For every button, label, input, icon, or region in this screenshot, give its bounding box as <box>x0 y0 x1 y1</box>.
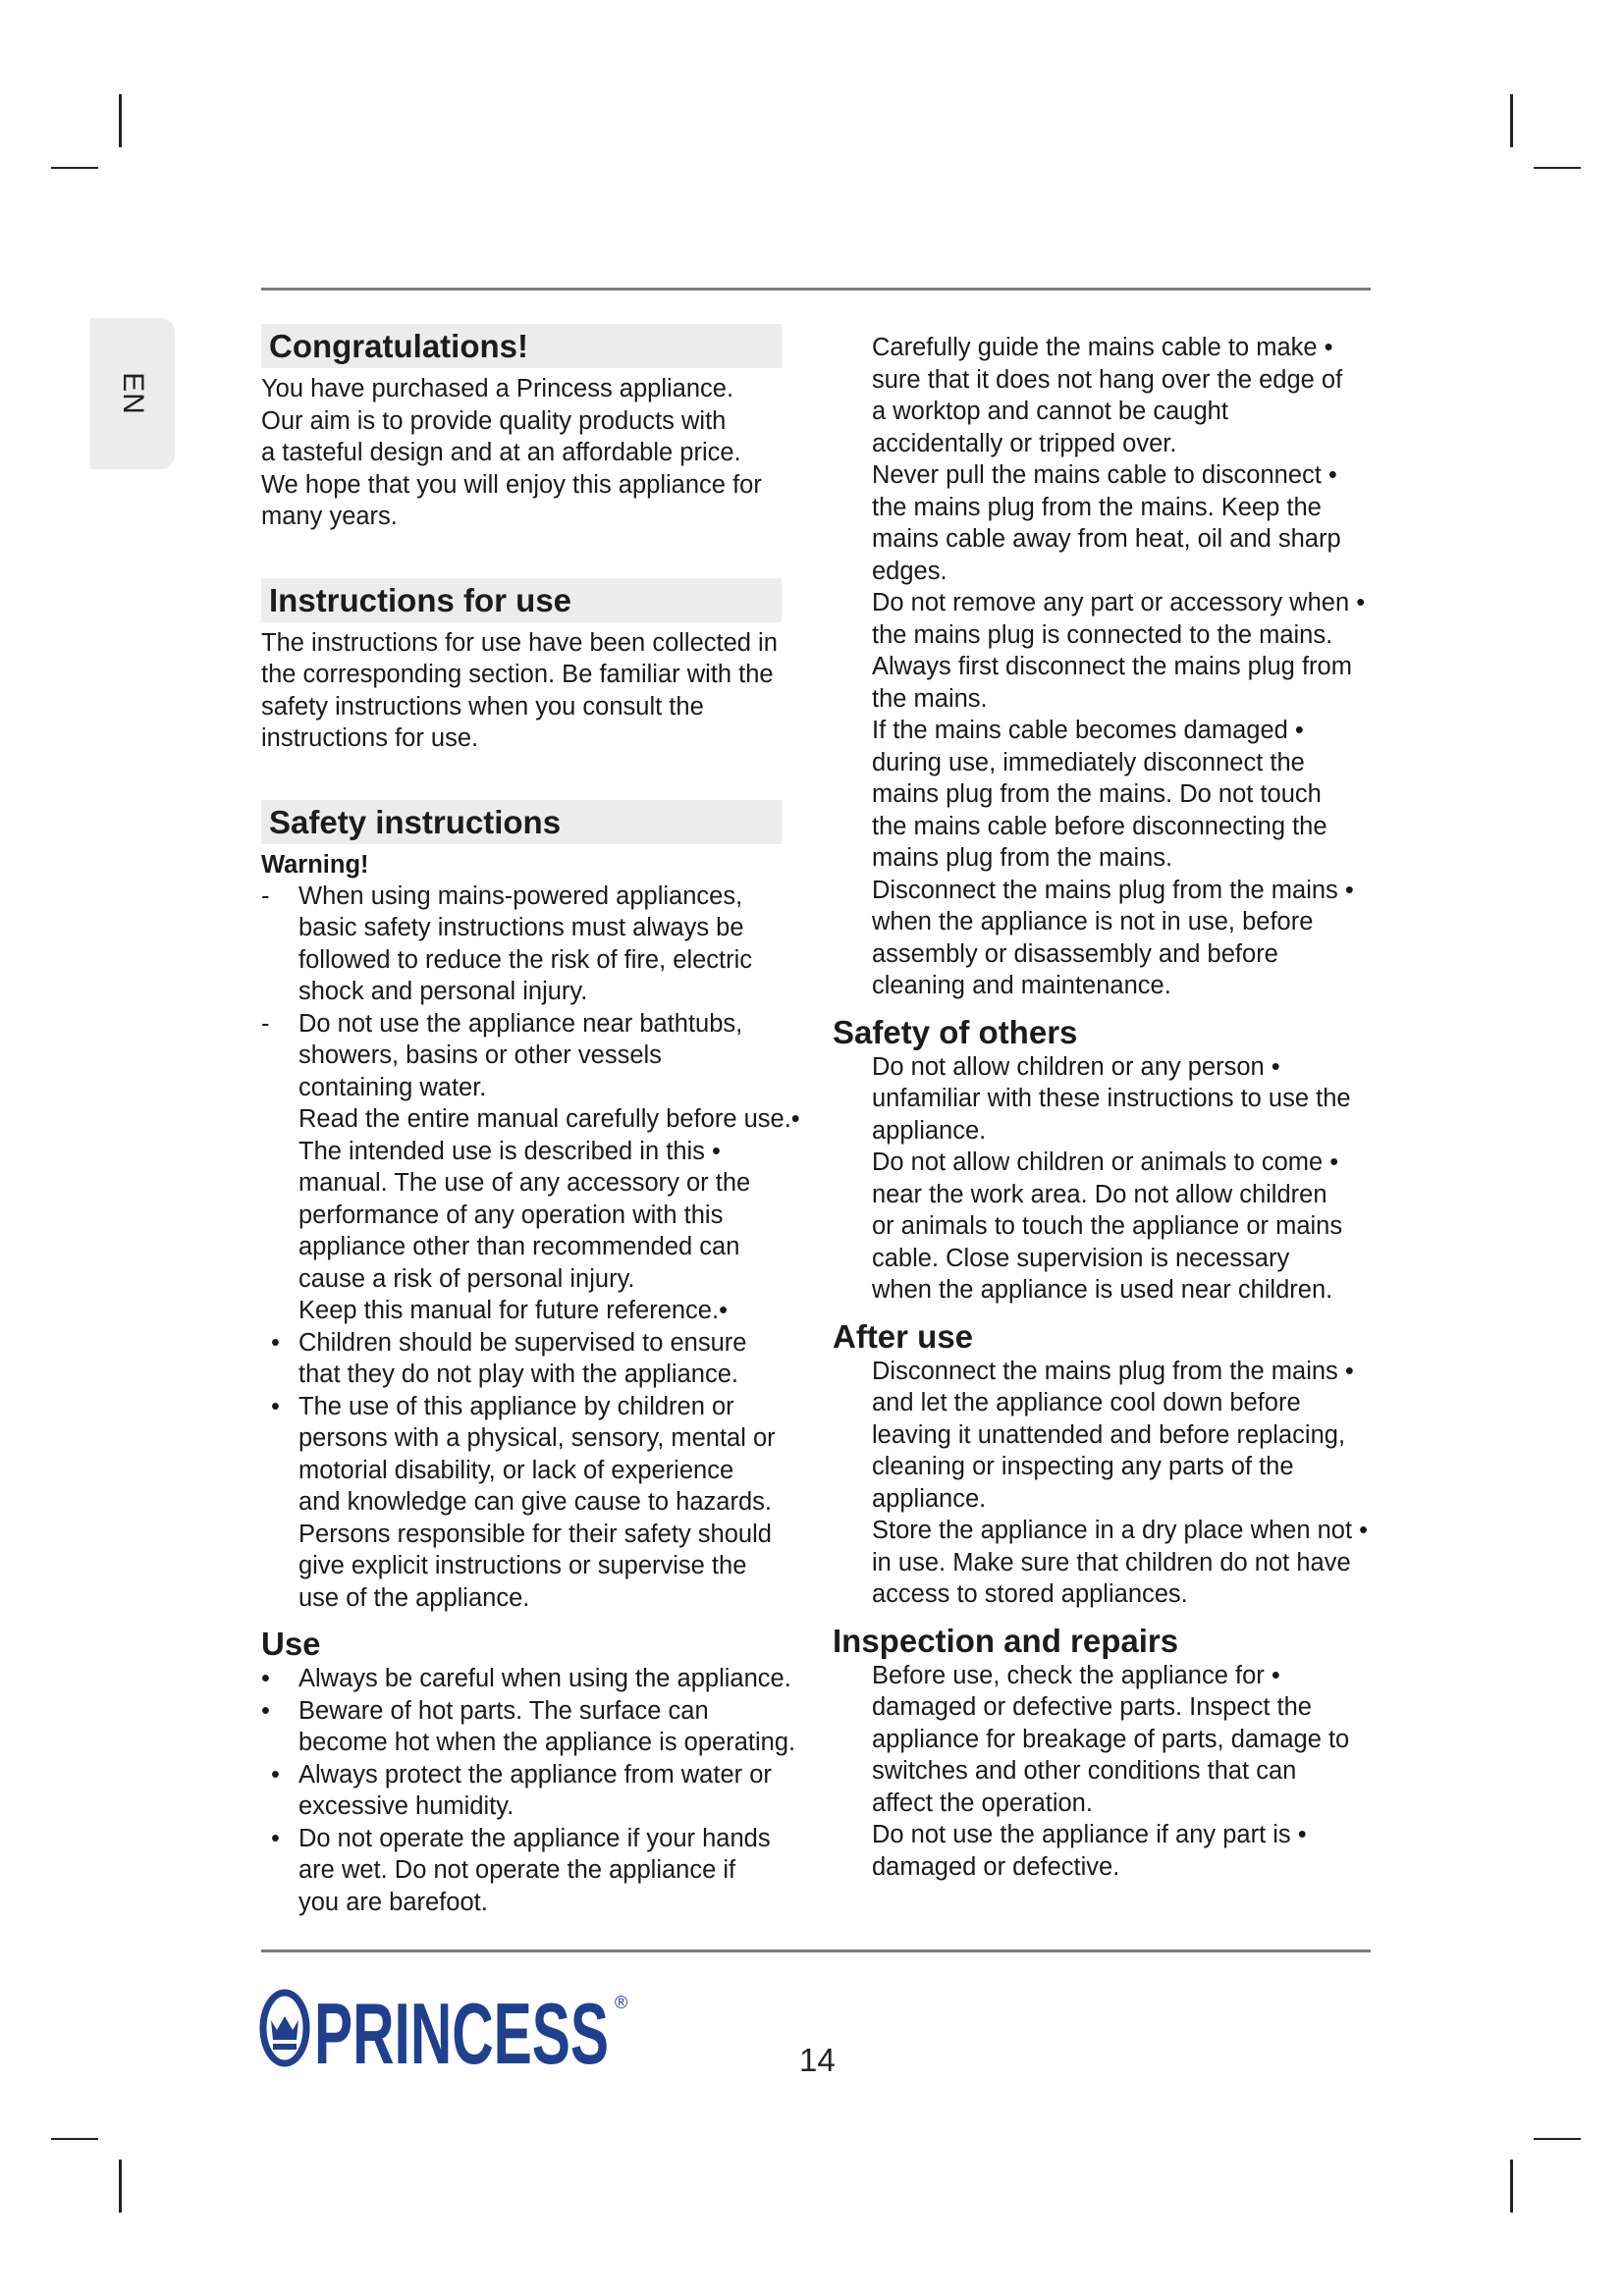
list-item <box>833 332 1392 459</box>
list-item <box>261 1759 811 1823</box>
text-line: accidentally or tripped over. <box>872 429 1177 457</box>
list-item <box>833 1660 1392 1820</box>
list-item <box>261 881 811 1008</box>
text-line: the mains plug from the mains. Keep the <box>872 493 1322 521</box>
crop-mark <box>51 167 98 169</box>
dash-marker: - <box>261 1009 270 1038</box>
text-line: mains plug from the mains. Do not touch <box>872 780 1322 808</box>
bullet-marker: • <box>271 1760 280 1789</box>
list-item <box>833 1051 1392 1148</box>
text-line: Store the appliance in a dry place when not • <box>872 1517 1369 1544</box>
text-line: Disconnect the mains plug from the mains • <box>872 1357 1354 1385</box>
page-number: 14 <box>799 2042 836 2078</box>
text-line: cause a risk of personal injury. <box>298 1264 635 1293</box>
text-line: leaving it unattended and before replacing, <box>872 1420 1346 1449</box>
text-line: Before use, check the appliance for • <box>872 1661 1280 1689</box>
text-line: The use of this appliance by children or <box>298 1392 734 1420</box>
language-tab <box>90 318 175 469</box>
text-line: Always protect the appliance from water or <box>298 1760 772 1789</box>
bottom-rule <box>261 1949 1371 1952</box>
text-line: become hot when the appliance is operating. <box>298 1729 796 1756</box>
text-line: Disconnect the mains plug from the mains • <box>872 876 1354 904</box>
text-line: damaged or defective parts. Inspect the <box>872 1693 1312 1721</box>
bullet-marker: • <box>271 1824 280 1852</box>
text-line: If the mains cable becomes damaged • <box>872 717 1304 744</box>
text-line: assembly or disassembly and before <box>872 939 1278 968</box>
dash-marker: - <box>261 881 270 910</box>
text-line: instructions for use. <box>261 724 479 752</box>
text-line: appliance for breakage of parts, damage to <box>872 1725 1350 1753</box>
safety-list <box>261 881 811 1615</box>
crown-emblem-icon <box>263 1993 306 2063</box>
text-line: Children should be supervised to ensure <box>298 1328 747 1357</box>
text-line: you are barefoot. <box>298 1888 488 1916</box>
list-item <box>833 715 1392 875</box>
brand-name: PRINCESS <box>314 1985 609 2075</box>
list-item <box>833 1147 1392 1307</box>
text-line: the corresponding section. Be familiar with the <box>261 661 774 688</box>
crop-mark <box>119 2160 122 2213</box>
text-line: and knowledge can give cause to hazards. <box>298 1488 772 1516</box>
warning-label: Warning! <box>261 850 369 879</box>
text-line: unfamiliar with these instructions to use the <box>872 1085 1351 1112</box>
text-line: The instructions for use have been collected in <box>261 628 778 657</box>
text-line: edges. <box>872 557 947 585</box>
list-item <box>833 1356 1392 1516</box>
text-line: during use, immediately disconnect the <box>872 748 1305 776</box>
text-line: that they do not play with the appliance. <box>298 1361 738 1388</box>
text-line: a worktop and cannot be caught <box>872 398 1228 425</box>
list-item <box>261 1695 811 1759</box>
text-line: Do not allow children or any person • <box>872 1052 1280 1081</box>
text-line: persons with a physical, sensory, mental or <box>298 1424 776 1452</box>
registered-mark: ® <box>615 1993 628 2012</box>
safety-heading: Safety instructions <box>261 800 782 844</box>
text-line: affect the operation. <box>872 1789 1093 1817</box>
bullet-marker: • <box>261 1696 270 1725</box>
text-line: cleaning and maintenance. <box>872 972 1171 999</box>
princess-logo <box>257 1979 630 2075</box>
bullet-marker: • <box>261 1665 270 1692</box>
text-line: performance of any operation with this <box>298 1201 724 1229</box>
text-line: Beware of hot parts. The surface can <box>298 1696 709 1725</box>
text-line: shock and personal injury. <box>298 978 588 1005</box>
list-item <box>833 1515 1392 1611</box>
top-rule <box>261 288 1371 291</box>
congratulations-heading: Congratulations! <box>261 324 782 368</box>
text-line: motorial disability, or lack of experience <box>298 1456 734 1484</box>
list-item <box>833 1819 1392 1883</box>
text-line: safety instructions when you consult the <box>261 692 704 721</box>
list-item <box>833 459 1392 587</box>
text-line: give explicit instructions or supervise the <box>298 1552 747 1579</box>
list-item <box>261 1327 811 1391</box>
list-item <box>261 1008 811 1104</box>
crop-mark <box>119 94 122 147</box>
use-list <box>261 1663 811 1918</box>
list-item <box>261 1103 811 1136</box>
text-line: or animals to touch the appliance or mains <box>872 1212 1343 1240</box>
text-line: appliance. <box>872 1116 987 1145</box>
list-item <box>833 875 1392 1002</box>
text-line: a tasteful design and at an affordable price. <box>261 439 741 466</box>
list-item <box>261 1295 811 1327</box>
text-line: Carefully guide the mains cable to make • <box>872 334 1333 361</box>
congratulations-text <box>261 373 811 533</box>
list-item <box>261 1823 811 1919</box>
text-line: We hope that you will enjoy this appliance for <box>261 470 762 499</box>
crop-mark <box>1534 167 1581 169</box>
text-line: Read the entire manual carefully before use.• <box>298 1105 800 1133</box>
safety-of-others-heading: Safety of others <box>833 1013 1078 1050</box>
list-item <box>261 1136 811 1296</box>
text-line: cleaning or inspecting any parts of the <box>872 1453 1294 1480</box>
text-line: appliance. <box>872 1484 987 1513</box>
crop-mark <box>1534 2138 1581 2140</box>
list-item <box>261 1663 811 1695</box>
text-line: Do not operate the appliance if your hands <box>298 1824 771 1852</box>
text-line: When using mains-powered appliances, <box>298 881 743 910</box>
text-line: cable. Close supervision is necessary <box>872 1244 1290 1272</box>
instructions-text <box>261 627 811 755</box>
text-line: when the appliance is not in use, before <box>872 908 1314 935</box>
text-line: You have purchased a Princess appliance. <box>261 375 734 402</box>
text-line: Our aim is to provide quality products with <box>261 406 727 435</box>
list-item <box>833 587 1392 715</box>
text-line: near the work area. Do not allow children <box>872 1180 1327 1208</box>
text-line: many years. <box>261 503 398 530</box>
list-item <box>261 1391 811 1615</box>
inspection-heading: Inspection and repairs <box>833 1622 1179 1659</box>
text-line: switches and other conditions that can <box>872 1757 1297 1785</box>
text-line: the mains cable before disconnecting the <box>872 812 1327 840</box>
language-label: EN <box>117 372 149 415</box>
text-line: followed to reduce the risk of fire, electric <box>298 945 753 974</box>
text-line: Always first disconnect the mains plug from <box>872 653 1352 680</box>
text-line: containing water. <box>298 1073 487 1101</box>
text-line: appliance other than recommended can <box>298 1233 740 1260</box>
bullet-marker: • <box>271 1328 280 1357</box>
text-line: Do not use the appliance near bathtubs, <box>298 1009 743 1038</box>
right-column <box>833 332 1392 1883</box>
text-line: Do not allow children or animals to come • <box>872 1148 1339 1176</box>
crop-mark <box>1510 94 1513 147</box>
left-column <box>261 324 811 1918</box>
text-line: excessive humidity. <box>298 1792 514 1820</box>
text-line: are wet. Do not operate the appliance if <box>298 1856 736 1884</box>
text-line: mains plug from the mains. <box>872 844 1173 872</box>
text-line: Do not remove any part or accessory when • <box>872 589 1366 616</box>
instructions-heading: Instructions for use <box>261 578 782 622</box>
text-line: basic safety instructions must always be <box>298 914 744 941</box>
text-line: the mains plug is connected to the mains. <box>872 620 1333 649</box>
text-line: the mains. <box>872 684 988 713</box>
text-line: Do not use the appliance if any part is • <box>872 1821 1307 1848</box>
text-line: showers, basins or other vessels <box>298 1041 662 1069</box>
text-line: in use. Make sure that children do not have <box>872 1548 1351 1576</box>
text-line: Never pull the mains cable to disconnect • <box>872 461 1337 489</box>
text-line: The intended use is described in this • <box>298 1137 721 1165</box>
text-line: access to stored appliances. <box>872 1580 1188 1608</box>
text-line: use of the appliance. <box>298 1583 530 1612</box>
use-heading: Use <box>261 1626 321 1662</box>
text-line: sure that it does not hang over the edge of <box>872 365 1343 394</box>
crop-mark <box>51 2138 98 2140</box>
text-line: manual. The use of any accessory or the <box>298 1169 751 1197</box>
text-line: Always be careful when using the appliance. <box>298 1665 791 1692</box>
text-line: Keep this manual for future reference.• <box>298 1297 728 1324</box>
text-line: mains cable away from heat, oil and sharp <box>872 525 1341 553</box>
text-line: damaged or defective. <box>872 1852 1120 1881</box>
text-line: and let the appliance cool down before <box>872 1389 1301 1416</box>
after-use-heading: After use <box>833 1317 974 1355</box>
mains-cable-items <box>833 332 1392 1002</box>
text-line: Persons responsible for their safety should <box>298 1520 772 1548</box>
crop-mark <box>1510 2160 1513 2213</box>
bullet-marker: • <box>271 1392 280 1420</box>
text-line: when the appliance is used near children. <box>872 1276 1333 1304</box>
